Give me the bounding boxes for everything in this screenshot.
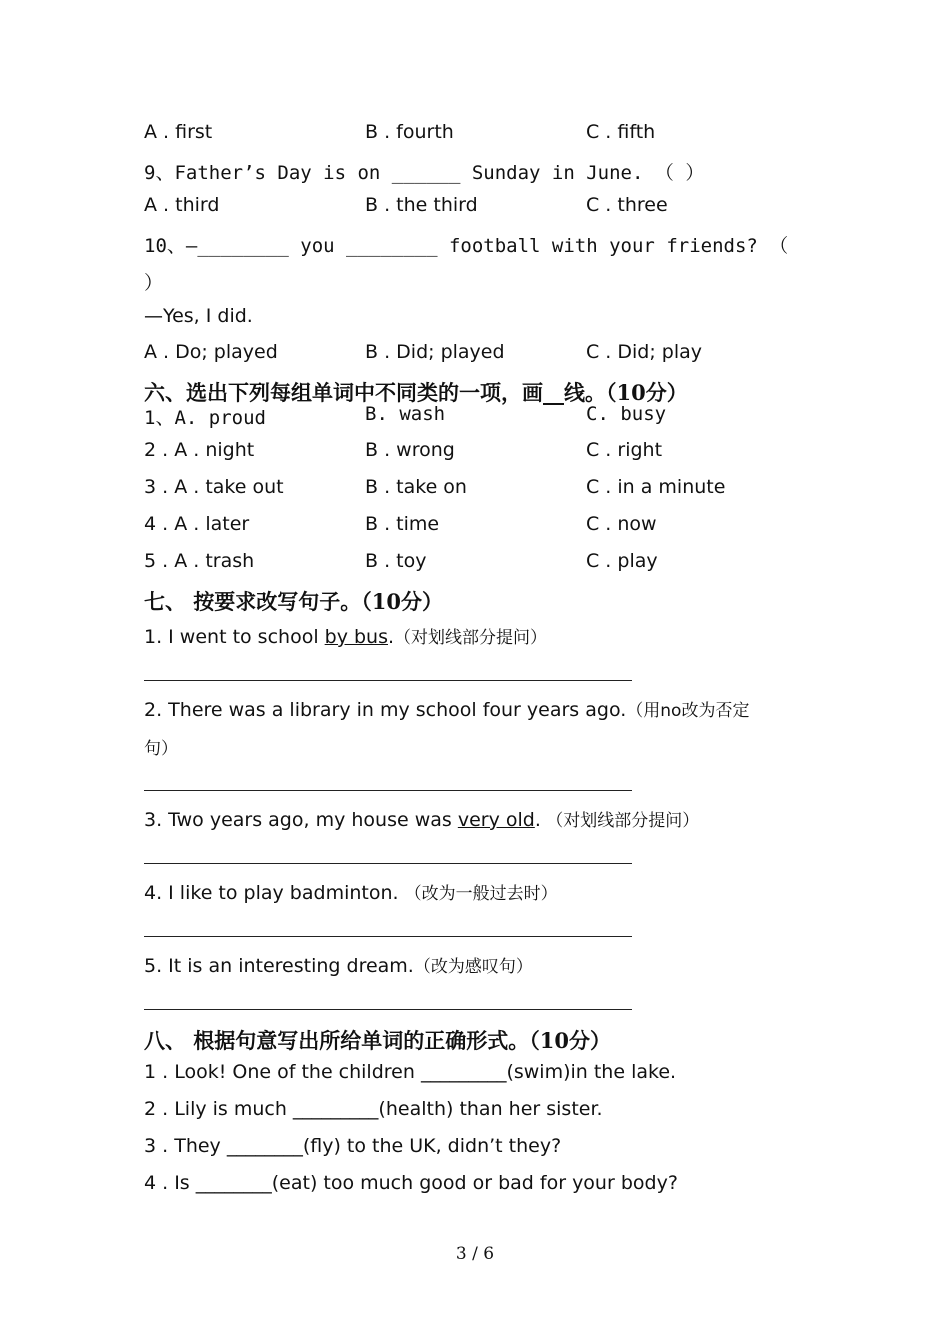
section6-heading: 六、选出下列每组单词中不同类的一项，画__线。（10分） bbox=[144, 380, 688, 405]
s6-row2-b: B . wrong bbox=[365, 439, 455, 461]
s8-item-3: 3 . They ________(fly) to the UK, didn’t they? bbox=[144, 1135, 562, 1157]
s6-row4-b: B . time bbox=[365, 513, 440, 535]
s7-q4-text: 4. I like to play badminton. bbox=[144, 882, 405, 904]
s7-q4 bbox=[144, 879, 558, 904]
s7-q5-note: （改为感叹句） bbox=[413, 957, 533, 977]
s7-q3-before: 3. Two years ago, my house was bbox=[144, 809, 458, 831]
page-number: 3 / 6 bbox=[455, 1244, 495, 1264]
s6-row4-c: C . now bbox=[586, 513, 657, 535]
q10-reply: —Yes, I did. bbox=[144, 305, 253, 327]
s6-row2-c: C . right bbox=[586, 439, 663, 461]
s6-row3-a: 3 . A . take out bbox=[144, 476, 284, 498]
s6-row5-a: 5 . A . trash bbox=[144, 550, 255, 572]
s7-q3-underlined: very old bbox=[457, 809, 535, 831]
s7-q3-answer-line[interactable] bbox=[144, 863, 632, 864]
s7-q5-answer-line[interactable] bbox=[144, 1009, 632, 1010]
s7-q2-note-continuation: 句） bbox=[144, 739, 178, 759]
s7-q1-after: . bbox=[388, 626, 395, 648]
q8-option-a: A . first bbox=[144, 121, 213, 143]
q10-option-b: B . Did; played bbox=[365, 341, 505, 363]
s6-row5-b: B . toy bbox=[365, 550, 427, 572]
q8-option-c: C . fifth bbox=[586, 121, 656, 143]
s6-row1-c: C. busy bbox=[586, 403, 667, 425]
s7-q4-note: （改为一般过去时） bbox=[404, 884, 558, 904]
s7-q1-answer-line[interactable] bbox=[144, 680, 632, 681]
s6-row1-a: 1、A. proud bbox=[144, 407, 266, 429]
q9-option-b: B . the third bbox=[365, 194, 478, 216]
s7-q2-text: 2. There was a library in my school four years ago. bbox=[144, 699, 627, 721]
s6-row2-a: 2 . A . night bbox=[144, 439, 255, 461]
s7-q5-text: 5. It is an interesting dream. bbox=[144, 955, 414, 977]
s7-q3-after: . bbox=[534, 809, 541, 831]
q8-option-b: B . fourth bbox=[365, 121, 454, 143]
s8-item-2: 2 . Lily is much _________(health) than her sister. bbox=[144, 1098, 603, 1120]
s7-q2-note: （用no改为否定 bbox=[626, 701, 750, 721]
s7-q1-before: 1. I went to school bbox=[144, 626, 325, 648]
s6-row4-a: 4 . A . later bbox=[144, 513, 250, 535]
s7-q4-answer-line[interactable] bbox=[144, 936, 632, 937]
s7-q3 bbox=[144, 806, 699, 831]
s6-row1-b: B. wash bbox=[365, 403, 446, 425]
s6-row3-c: C . in a minute bbox=[586, 476, 726, 498]
s8-item-4: 4 . Is ________(eat) too much good or bad for your body? bbox=[144, 1172, 678, 1194]
s7-q3-note: （对划线部分提问） bbox=[540, 811, 700, 831]
q10-stem-continuation: ） bbox=[144, 272, 164, 294]
q10-option-c: C . Did; play bbox=[586, 341, 703, 363]
s7-q1 bbox=[144, 623, 547, 648]
s7-q5 bbox=[144, 952, 533, 977]
q9-option-c: C . three bbox=[586, 194, 668, 216]
q9-stem: 9、Father’s Day is on ______ Sunday in June. （ ） bbox=[144, 162, 705, 184]
section8-heading: 八、 根据句意写出所给单词的正确形式。（10分） bbox=[144, 1028, 612, 1053]
s7-q1-note: （对划线部分提问） bbox=[394, 628, 548, 648]
q10-option-a: A . Do; played bbox=[144, 341, 278, 363]
s8-item-1: 1 . Look! One of the children _________(swim)in the lake. bbox=[144, 1061, 677, 1083]
s7-q1-underlined: by bus bbox=[324, 626, 388, 648]
section7-heading: 七、 按要求改写句子。（10分） bbox=[144, 589, 444, 614]
s7-q2 bbox=[144, 696, 749, 721]
q10-stem: 10、—________ you ________ football with your friends? （ bbox=[144, 235, 789, 257]
s6-row3-b: B . take on bbox=[365, 476, 467, 498]
s6-row5-c: C . play bbox=[586, 550, 658, 572]
q9-option-a: A . third bbox=[144, 194, 220, 216]
s7-q2-answer-line[interactable] bbox=[144, 790, 632, 791]
